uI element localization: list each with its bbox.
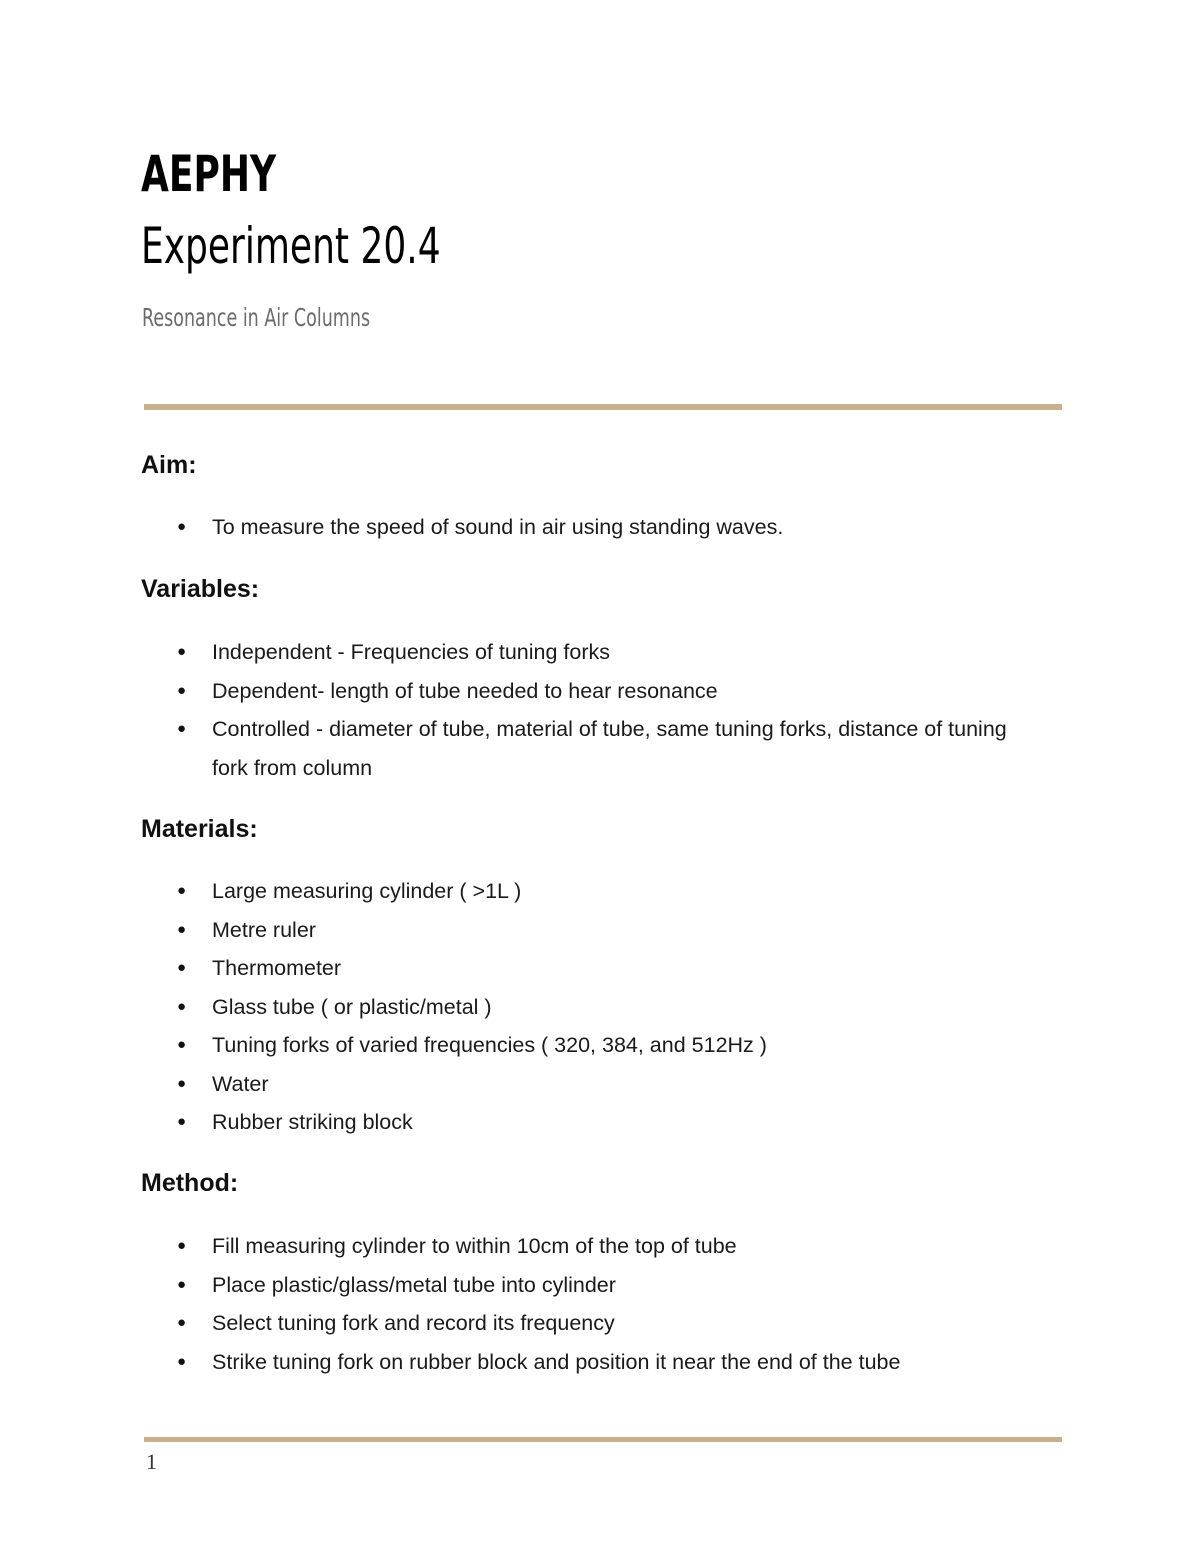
list-item-text: Glass tube ( or plastic/metal )	[212, 994, 492, 1019]
bullet-icon: ●	[177, 997, 187, 1015]
list-item	[0, 1103, 1012, 1142]
bullet-icon: ●	[177, 1113, 187, 1130]
bullet-icon: ●	[177, 882, 187, 899]
bullet-icon: ●	[177, 1314, 187, 1331]
list-item-text: Fill measuring cylinder to within 10cm of the top of tube	[212, 1234, 737, 1258]
list-item-text: Place plastic/glass/metal tube into cylinder	[212, 1272, 616, 1297]
list-item	[0, 508, 1012, 547]
list-item-text: Large measuring cylinder ( >1L )	[212, 879, 522, 903]
variables-heading: Variables:	[141, 575, 260, 603]
list-item-text: Tuning forks of varied frequencies ( 320, 384, and 512Hz )	[212, 1033, 767, 1057]
list-item	[0, 633, 1012, 672]
list-item	[0, 1065, 1012, 1104]
list-item	[0, 1343, 1012, 1382]
bullet-icon: ●	[177, 1036, 187, 1053]
list-item-text: Rubber striking block	[212, 1110, 413, 1134]
list-item	[0, 672, 1012, 711]
title-line-experiment: Experiment 20.4	[141, 217, 441, 275]
materials-heading: Materials:	[141, 815, 258, 843]
list-item	[0, 1304, 1012, 1343]
list-item-text: Thermometer	[212, 956, 342, 980]
list-item	[0, 710, 1012, 787]
footer-divider	[144, 1437, 1062, 1442]
bullet-icon: ●	[177, 643, 187, 660]
title-line-course: AEPHY	[141, 145, 277, 203]
list-item-text: To measure the speed of sound in air using standing waves.	[212, 515, 784, 539]
aim-list	[0, 508, 1012, 547]
list-item	[0, 911, 1012, 950]
bullet-icon: ●	[177, 518, 187, 535]
header-divider	[144, 404, 1062, 410]
bullet-icon: ●	[177, 720, 187, 737]
list-item	[0, 1026, 1012, 1065]
materials-list	[0, 872, 1012, 1142]
bullet-icon: ●	[177, 1074, 187, 1092]
list-item-text: Water	[212, 1071, 269, 1096]
list-item-text: Dependent- length of tube needed to hear resonance	[212, 678, 718, 703]
list-item-text: Metre ruler	[212, 917, 316, 942]
bullet-icon: ●	[177, 1275, 187, 1293]
bullet-icon: ●	[177, 959, 187, 976]
list-item	[0, 872, 1012, 911]
method-heading: Method:	[141, 1169, 239, 1197]
list-item	[0, 988, 1012, 1027]
bullet-icon: ●	[177, 1352, 187, 1370]
list-item-text: Select tuning fork and record its frequency	[212, 1311, 615, 1335]
list-item-text: Strike tuning fork on rubber block and position it near the end of the tube	[212, 1349, 901, 1374]
aim-heading: Aim:	[141, 451, 197, 479]
variables-list	[0, 633, 1012, 787]
method-list	[0, 1227, 1012, 1381]
bullet-icon: ●	[177, 681, 187, 699]
bullet-icon: ●	[177, 920, 187, 938]
document-title	[141, 138, 441, 282]
page-number: 1	[146, 1449, 157, 1474]
list-item	[0, 1266, 1012, 1305]
list-item-text: Controlled - diameter of tube, material of tube, same tuning forks, distance of tuning fork from column	[212, 717, 1007, 780]
bullet-icon: ●	[177, 1237, 187, 1254]
list-item	[0, 949, 1012, 988]
list-item-text: Independent - Frequencies of tuning forks	[212, 640, 611, 664]
list-item	[0, 1227, 1012, 1266]
document-subtitle: Resonance in Air Columns	[142, 303, 371, 332]
